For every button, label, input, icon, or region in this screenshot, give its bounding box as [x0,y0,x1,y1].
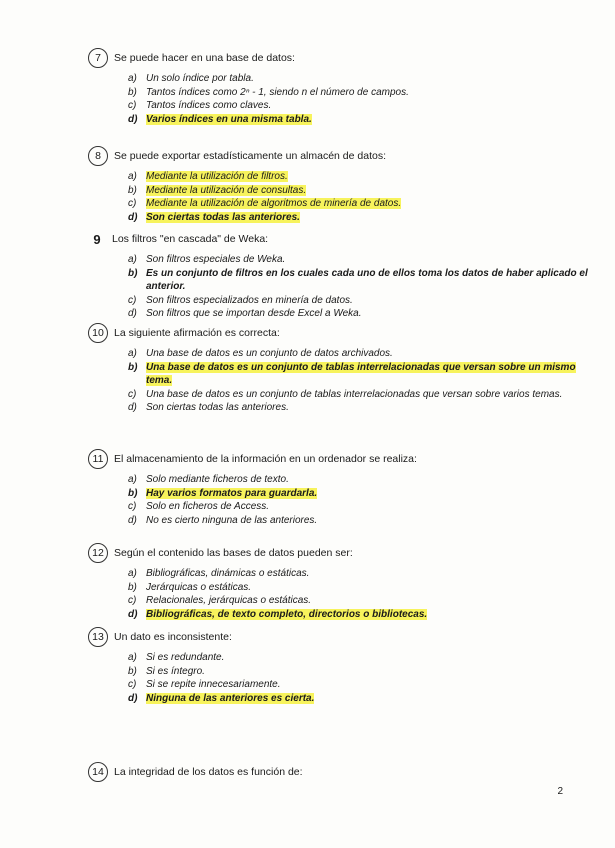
option-letter: b) [128,487,138,499]
question-text: Según el contenido las bases de datos pueden ser: [114,547,353,559]
answer-option [128,86,588,100]
option-text: Varios índices en una misma tabla. [146,113,312,125]
option-letter: d) [128,514,137,526]
option-text: Es un conjunto de filtros en los cuales cada uno de ellos toma los datos de haber aplicado el anterior. [146,267,588,293]
option-text: Son ciertas todas las anteriores. [146,211,300,223]
answer-option [128,665,588,679]
answer-option [128,184,588,198]
answer-option [128,361,588,388]
option-letter: d) [128,402,137,414]
answer-option [128,307,588,321]
option-letter: c) [128,679,137,691]
option-letter: a) [128,348,137,359]
option-letter: a) [128,171,137,182]
option-list [128,651,588,705]
option-letter: b) [128,581,137,593]
question-number: 14 [88,762,108,782]
option-text: Una base de datos es un conjunto de tablas interrelacionadas que versan sobre varios temas. [146,388,563,400]
answer-option [128,72,588,86]
question-number: 11 [88,449,108,469]
answer-option [128,253,588,267]
question-text: Los filtros "en cascada" de Weka: [112,233,269,245]
question [88,48,588,126]
answer-option [128,99,588,113]
option-text: Son filtros especializados en minería de datos. [146,294,353,306]
option-text: Mediante la utilización de consultas. [146,184,307,196]
option-list [128,72,588,126]
option-letter: b) [128,361,138,373]
question-text: Un dato es inconsistente: [114,631,232,643]
option-letter: c) [128,198,137,210]
question-header [88,449,588,469]
question-number: 7 [88,48,108,68]
question-number: 10 [88,323,108,343]
answer-option [128,514,588,528]
option-text: Bibliográficas, dinámicas o estáticas. [146,568,310,579]
answer-option [128,651,588,665]
answer-option [128,170,588,184]
option-text: No es cierto ninguna de las anteriores. [146,514,318,526]
option-letter: d) [128,608,138,620]
answer-option [128,608,588,622]
option-text: Son filtros especiales de Weka. [146,254,286,265]
question-text: El almacenamiento de la información en un ordenador se realiza: [114,453,417,465]
option-text: Tantos índices como 2ⁿ - 1, siendo n el número de campos. [146,86,409,98]
answer-option [128,211,588,225]
option-text: Jerárquicas o estáticas. [146,581,252,593]
option-text: Si es redundante. [146,652,225,663]
option-letter: c) [128,595,137,607]
question-header [88,323,588,343]
question-number: 9 [93,231,101,247]
option-letter: b) [128,184,137,196]
answer-option [128,267,588,294]
answer-option [128,692,588,706]
option-letter: b) [128,267,138,279]
question-text: La siguiente afirmación es correcta: [114,327,280,339]
answer-option [128,347,588,361]
option-list [128,253,588,321]
question-text: Se puede hacer en una base de datos: [114,52,295,64]
question-number: 13 [88,627,108,647]
option-text: Ninguna de las anteriores es cierta. [146,692,315,704]
question [88,229,588,321]
option-letter: b) [128,665,137,677]
option-letter: b) [128,86,137,98]
question-header [88,762,588,782]
question-text: La integridad de los datos es función de: [114,766,303,778]
question-number: 12 [88,543,108,563]
option-list [128,567,588,621]
option-text: Mediante la utilización de filtros. [146,171,288,182]
option-text: Un solo índice por tabla. [146,73,254,84]
option-letter: a) [128,254,137,265]
option-text: Solo en ficheros de Access. [146,501,270,513]
question [88,323,588,415]
question-text: Se puede exportar estadísticamente un almacén de datos: [114,150,387,162]
option-text: Si es íntegro. [146,665,205,677]
option-text: Hay varios formatos para guardarla. [146,487,318,499]
option-text: Si se repite innecesariamente. [146,679,281,691]
question-header [88,543,588,563]
option-letter: a) [128,474,137,485]
option-text: Mediante la utilización de algoritmos de minería de datos. [146,198,402,210]
answer-option [128,113,588,127]
answer-option [128,197,588,211]
option-text: Bibliográficas, de texto completo, directorios o bibliotecas. [146,608,428,620]
question [88,762,588,782]
option-letter: d) [128,113,138,125]
option-letter: d) [128,211,138,223]
option-letter: a) [128,568,137,579]
answer-option [128,567,588,581]
option-letter: c) [128,388,137,400]
option-list [128,170,588,224]
option-text: Son filtros que se importan desde Excel a Weka. [146,308,362,320]
answer-option [128,594,588,608]
option-text: Una base de datos es un conjunto de datos archivados. [146,348,393,359]
answer-option [128,294,588,308]
answer-option [128,678,588,692]
option-text: Solo mediante ficheros de texto. [146,474,289,485]
option-letter: c) [128,294,137,306]
question-header [88,229,588,249]
answer-option [128,388,588,402]
option-letter: d) [128,692,138,704]
question [88,543,588,621]
question [88,449,588,527]
option-letter: d) [128,308,137,320]
page-number: 2 [557,786,563,797]
option-list [128,347,588,415]
answer-option [128,581,588,595]
option-text: Relacionales, jerárquicas o estáticas. [146,595,312,607]
option-list [128,473,588,527]
option-text: Tantos índices como claves. [146,100,272,112]
option-letter: a) [128,73,137,84]
option-letter: a) [128,652,137,663]
option-text: Una base de datos es un conjunto de tablas interrelacionadas que versan sobre un mismo tema. [146,361,576,387]
question-header [88,48,588,68]
question [88,146,588,224]
answer-option [128,473,588,487]
answer-option [128,487,588,501]
question-header [88,146,588,166]
question-number: 8 [88,146,108,166]
answer-option [128,500,588,514]
option-letter: c) [128,501,137,513]
option-text: Son ciertas todas las anteriores. [146,402,289,414]
answer-option [128,401,588,415]
question-header [88,627,588,647]
option-letter: c) [128,100,137,112]
question [88,627,588,705]
